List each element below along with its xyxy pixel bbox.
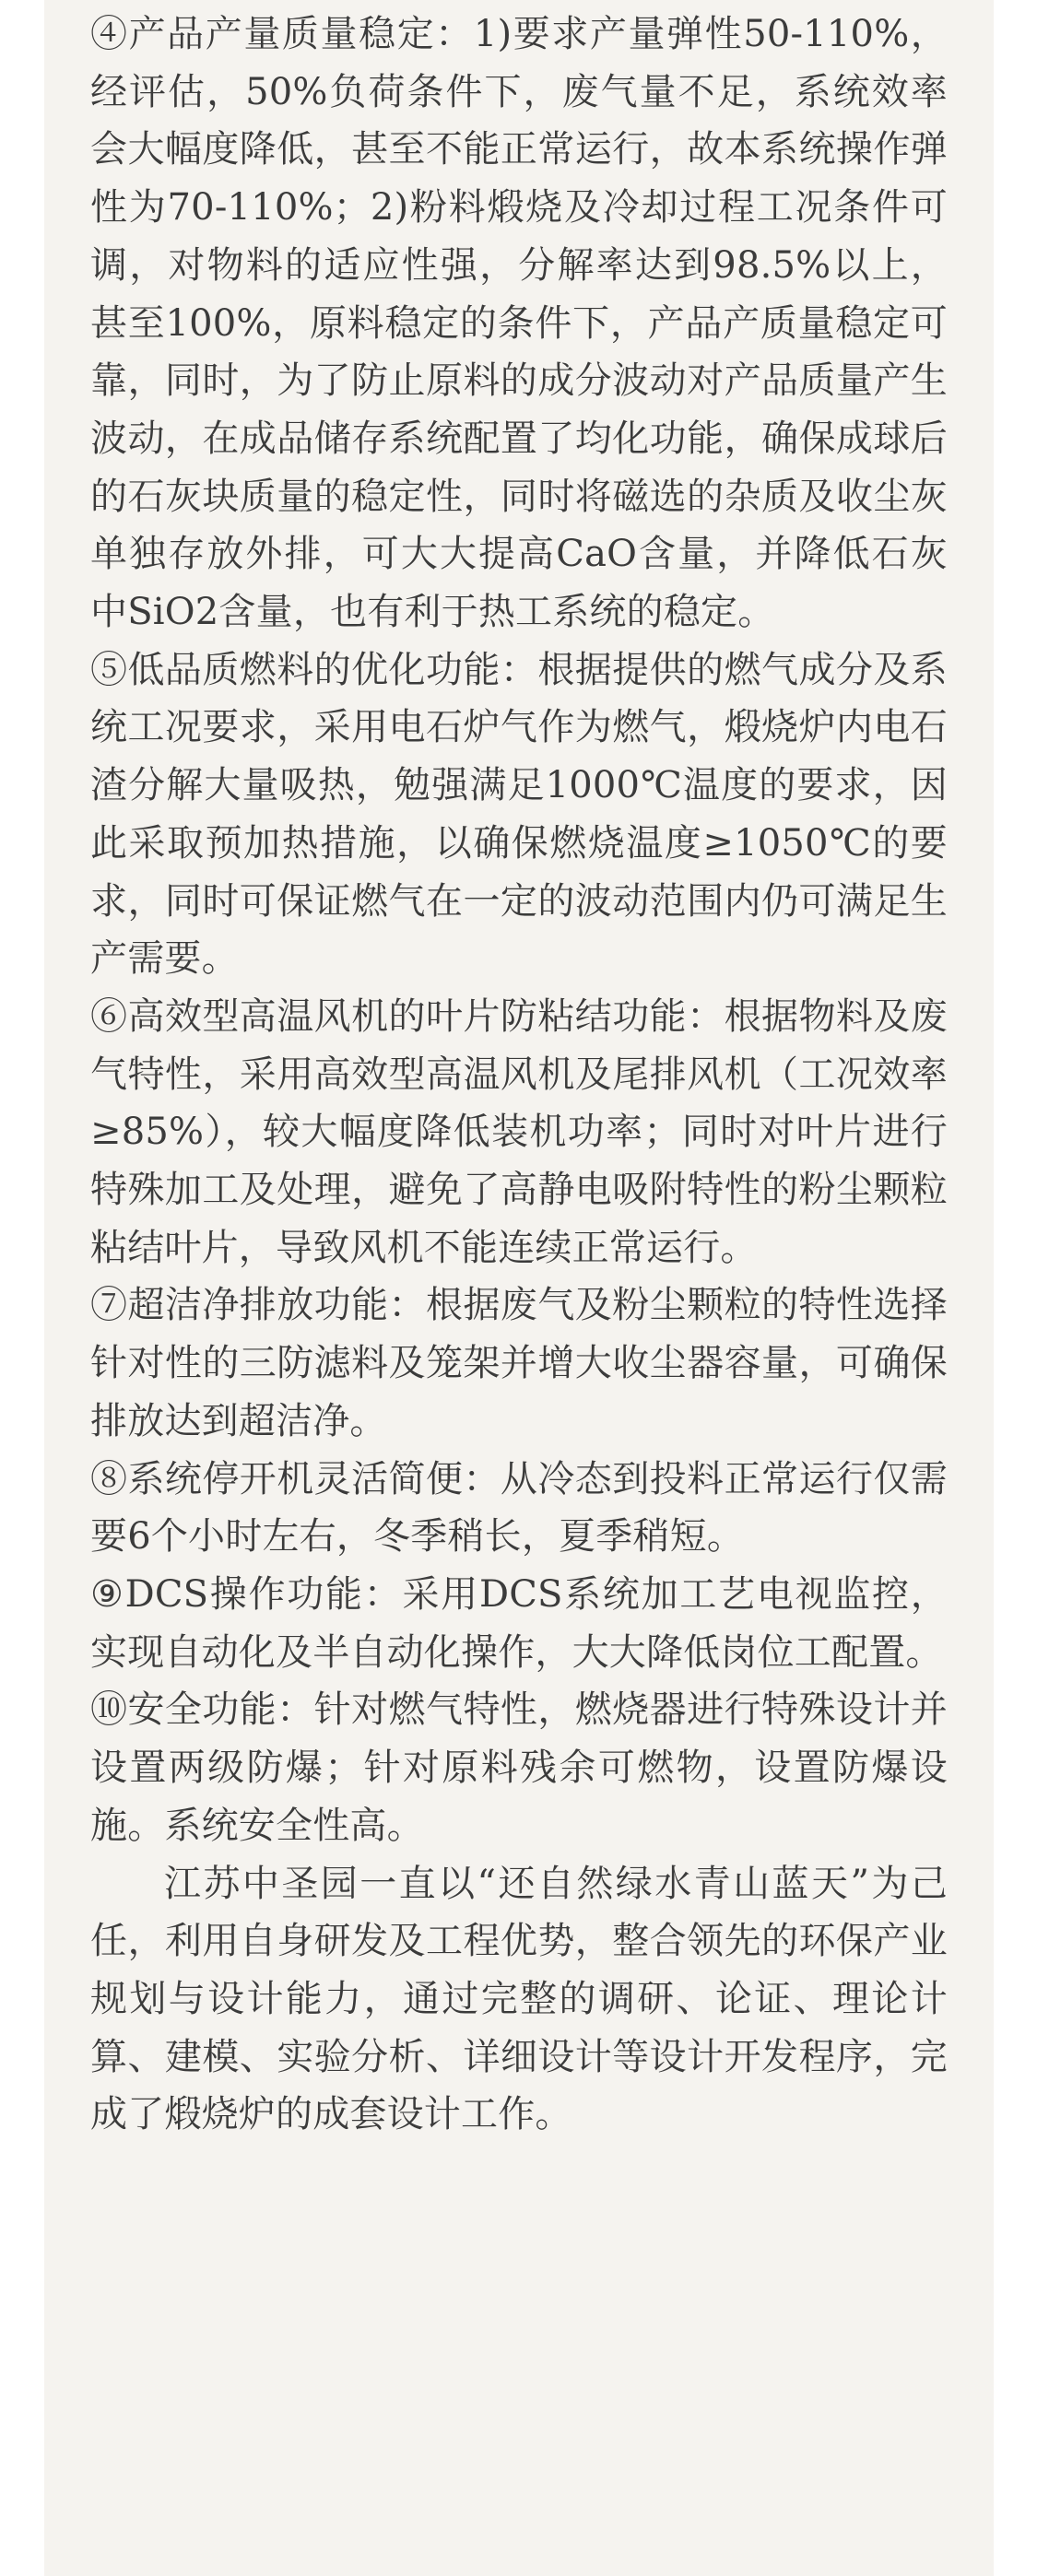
paragraph-startup-shutdown: ⑧系统停开机灵活简便：从冷态到投料正常运行仅需要6个小时左右，冬季稍长，夏季稍短。	[90, 1457, 948, 1559]
paragraph-dcs-operation: ⑨DCS操作功能：采用DCS系统加工艺电视监控，实现自动化及半自动化操作，大大降低岗位工配置。	[90, 1572, 948, 1674]
paragraph-fan-anti-adhesion: ⑥高效型高温风机的叶片防粘结功能：根据物料及废气特性，采用高效型高温风机及尾排风机（工况效率≥85%），较大幅度降低装机功率；同时对叶片进行特殊加工及处理，避免了高静电吸附特性的粉尘颗粒粘结叶片，导致风机不能连续正常运行。	[90, 994, 948, 1269]
article-page	[44, 0, 994, 2576]
paragraph-product-quality: ④产品产量质量稳定：1)要求产量弹性50-110%，经评估，50%负荷条件下，废气量不足，系统效率会大幅度降低，甚至不能正常运行，故本系统操作弹性为70-110%；2)粉料煅烧及冷却过程工况条件可调，对物料的适应性强，分解率达到98.5%以上，甚至100%，原料稳定的条件下，产品产质量稳定可靠，同时，为了防止原料的成分波动对产品质量产生波动，在成品储存系统配置了均化功能，确保成球后的石灰块质量的稳定性，同时将磁选的杂质及收尘灰单独存放外排，可大大提高CaO含量，并降低石灰中SiO2含量，也有利于热工系统的稳定。	[90, 13, 948, 634]
paragraph-low-grade-fuel: ⑤低品质燃料的优化功能：根据提供的燃气成分及系统工况要求，采用电石炉气作为燃气，煅烧炉内电石渣分解大量吸热，勉强满足1000℃温度的要求，因此采取预加热措施，以确保燃烧温度≥1050℃的要求，同时可保证燃气在一定的波动范围内仍可满足生产需要。	[90, 648, 948, 981]
article-body	[90, 6, 948, 2144]
paragraph-company-summary: 江苏中圣园一直以“还自然绿水青山蓝天”为己任，利用自身研发及工程优势，整合领先的环保产业规划与设计能力，通过完整的调研、论证、理论计算、建模、实验分析、详细设计等设计开发程序，完成了煅烧炉的成套设计工作。	[90, 1862, 948, 2136]
paragraph-ultra-clean-emission: ⑦超洁净排放功能：根据废气及粉尘颗粒的特性选择针对性的三防滤料及笼架并增大收尘器容量，可确保排放达到超洁净。	[90, 1284, 948, 1442]
paragraph-safety: ⑩安全功能：针对燃气特性，燃烧器进行特殊设计并设置两级防爆；针对原料残余可燃物，设置防爆设施。系统安全性高。	[90, 1688, 948, 1847]
